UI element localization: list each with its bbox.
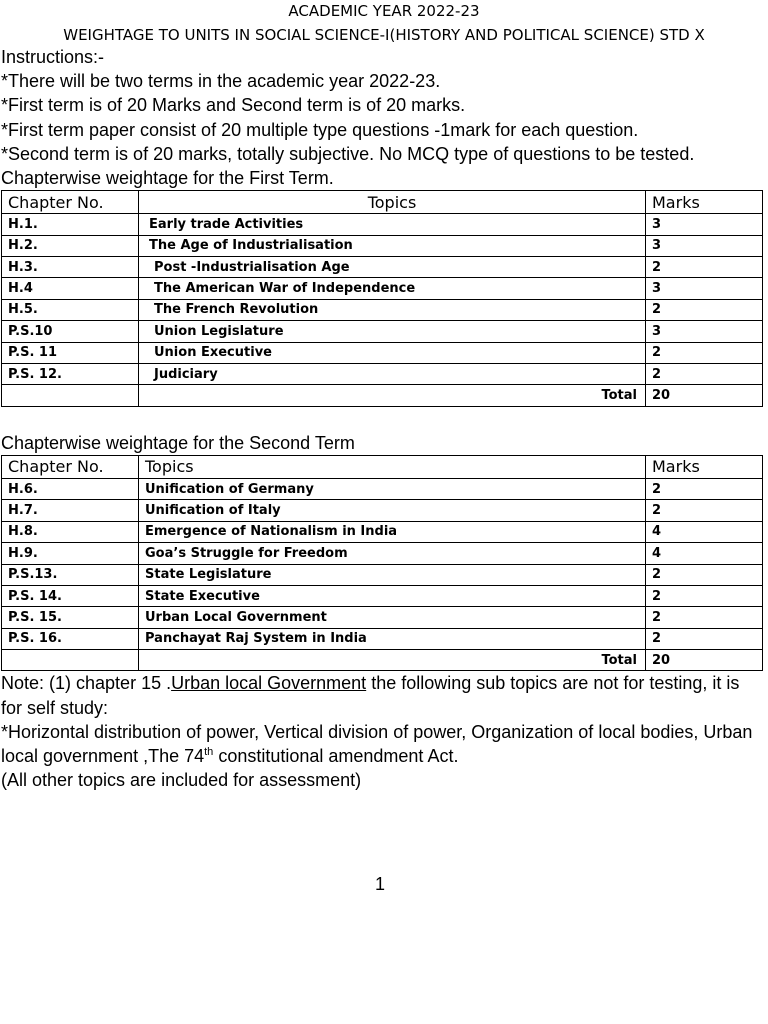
second-term-caption: Chapterwise weightage for the Second Term <box>1 432 355 453</box>
note-prefix: Note: (1) chapter 15 . <box>1 673 172 694</box>
academic-year-heading: ACADEMIC YEAR 2022-23 <box>288 2 480 20</box>
chapter-cell: P.S. 12. <box>2 363 139 384</box>
marks-cell: 4 <box>646 543 763 564</box>
table-row <box>2 299 763 320</box>
chapter-cell: P.S. 16. <box>2 628 139 649</box>
note-block <box>0 671 768 792</box>
topic-cell: Judiciary <box>139 363 646 384</box>
marks-cell: 2 <box>646 564 763 585</box>
table-row <box>2 607 763 628</box>
table-row <box>2 543 763 564</box>
chapter-cell: H.2. <box>2 235 139 256</box>
first-term-caption: Chapterwise weightage for the First Term. <box>1 168 334 189</box>
table-row <box>2 585 763 606</box>
ordinal-suffix: th <box>204 746 214 759</box>
marks-cell: 2 <box>646 478 763 499</box>
chapter-cell: H.1. <box>2 214 139 235</box>
marks-cell: 2 <box>646 607 763 628</box>
table-row <box>2 564 763 585</box>
instruction-item: *Second term is of 20 marks, totally subjective. No MCQ type of questions to be tested. <box>1 143 695 164</box>
table-row <box>2 278 763 299</box>
topic-cell: Union Executive <box>139 342 646 363</box>
marks-cell: 2 <box>646 628 763 649</box>
topic-cell: Panchayat Raj System in India <box>139 628 646 649</box>
table-row <box>2 342 763 363</box>
topic-cell: Emergence of Nationalism in India <box>139 521 646 542</box>
header-chapter: Chapter No. <box>2 191 139 214</box>
note-suffix: the following sub topics are not for testing, it is for self study: <box>1 673 740 718</box>
topic-cell: Post -Industrialisation Age <box>139 257 646 278</box>
header-topics: Topics <box>139 455 646 478</box>
total-value: 20 <box>646 650 763 671</box>
topic-cell: Union Legislature <box>139 321 646 342</box>
chapter-cell: H.3. <box>2 257 139 278</box>
topic-cell: Unification of Italy <box>139 500 646 521</box>
header-marks: Marks <box>646 455 763 478</box>
marks-cell: 2 <box>646 500 763 521</box>
marks-cell: 2 <box>646 363 763 384</box>
note-subtopics <box>1 720 761 768</box>
chapter-cell: P.S.13. <box>2 564 139 585</box>
table-row <box>2 500 763 521</box>
subtopics-text: *Horizontal distribution of power, Vertical division of power, Organization of local bodies, Urban local government ,The 74 <box>1 721 753 767</box>
topic-cell: The American War of Independence <box>139 278 646 299</box>
topic-cell: The Age of Industrialisation <box>139 235 646 256</box>
total-row <box>2 650 763 671</box>
table-row <box>2 478 763 499</box>
chapter-cell: P.S. 11 <box>2 342 139 363</box>
topic-cell: State Legislature <box>139 564 646 585</box>
chapter-cell: H.6. <box>2 478 139 499</box>
topic-cell: Early trade Activities <box>139 214 646 235</box>
page-number: 1 <box>374 874 385 894</box>
chapter-cell: H.5. <box>2 299 139 320</box>
topic-cell: Unification of Germany <box>139 478 646 499</box>
table-row <box>2 235 763 256</box>
note-closing: (All other topics are included for assessment) <box>1 770 362 791</box>
marks-cell: 3 <box>646 321 763 342</box>
total-row <box>2 385 763 406</box>
marks-cell: 2 <box>646 299 763 320</box>
topic-cell: Goa’s Struggle for Freedom <box>139 543 646 564</box>
first-term-table <box>1 190 763 407</box>
table-row <box>2 521 763 542</box>
total-label: Total <box>139 385 646 406</box>
instructions-block <box>0 45 768 166</box>
chapter-cell: H.8. <box>2 521 139 542</box>
chapter-cell: P.S.10 <box>2 321 139 342</box>
marks-cell: 2 <box>646 257 763 278</box>
topic-cell: State Executive <box>139 585 646 606</box>
marks-cell: 3 <box>646 214 763 235</box>
table-row <box>2 257 763 278</box>
marks-cell: 3 <box>646 278 763 299</box>
note-paragraph <box>1 671 761 719</box>
note-chapter-name: Urban local Government <box>171 673 367 694</box>
topic-cell: The French Revolution <box>139 299 646 320</box>
topic-cell: Urban Local Government <box>139 607 646 628</box>
total-value: 20 <box>646 385 763 406</box>
table-header-row <box>2 455 763 478</box>
table-header-row <box>2 191 763 214</box>
empty-cell <box>2 385 139 406</box>
header-chapter: Chapter No. <box>2 455 139 478</box>
instruction-item: *There will be two terms in the academic year 2022-23. <box>1 71 441 92</box>
total-label: Total <box>139 650 646 671</box>
chapter-cell: H.9. <box>2 543 139 564</box>
chapter-cell: H.4 <box>2 278 139 299</box>
table-row <box>2 363 763 384</box>
marks-cell: 4 <box>646 521 763 542</box>
instructions-heading: Instructions:- <box>1 47 105 67</box>
table-row <box>2 321 763 342</box>
instruction-item: *First term is of 20 Marks and Second term is of 20 marks. <box>1 95 466 116</box>
header-marks: Marks <box>646 191 763 214</box>
marks-cell: 3 <box>646 235 763 256</box>
table-row <box>2 628 763 649</box>
empty-cell <box>2 650 139 671</box>
instruction-item: *First term paper consist of 20 multiple type questions -1mark for each question. <box>1 119 639 140</box>
marks-cell: 2 <box>646 585 763 606</box>
document-title: WEIGHTAGE TO UNITS IN SOCIAL SCIENCE-I(HISTORY AND POLITICAL SCIENCE) STD X <box>63 26 705 44</box>
spacer <box>0 407 768 431</box>
second-term-table <box>1 455 763 672</box>
chapter-cell: H.7. <box>2 500 139 521</box>
subtopics-end: constitutional amendment Act. <box>213 746 459 767</box>
header-topics: Topics <box>139 191 646 214</box>
chapter-cell: P.S. 14. <box>2 585 139 606</box>
marks-cell: 2 <box>646 342 763 363</box>
chapter-cell: P.S. 15. <box>2 607 139 628</box>
table-row <box>2 214 763 235</box>
